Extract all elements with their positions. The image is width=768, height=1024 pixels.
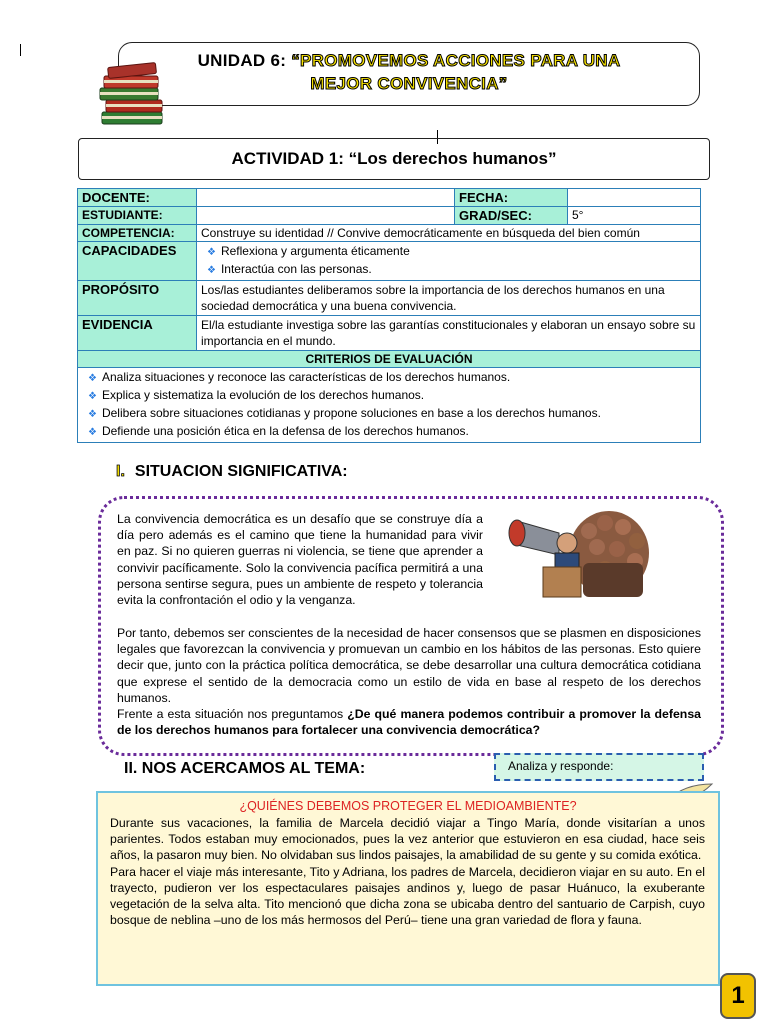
criterios-heading: CRITERIOS DE EVALUACIÓN [78, 351, 701, 368]
unit-title-line1 [119, 51, 699, 71]
evidencia-label: EVIDENCIA [78, 316, 197, 351]
unit-title-part2: MEJOR CONVIVENCIA” [310, 74, 508, 93]
criterio-item [88, 369, 696, 387]
proposito-value: Los/las estudiantes deliberamos sobre la importancia de los derechos humanos en una sociedad democrática y una buena convivencia. [197, 281, 701, 316]
diamond-bullet-icon: ❖ [88, 373, 97, 384]
competencia-value: Construye su identidad // Convive democráticamente en búsqueda del bien común [197, 225, 701, 242]
row-capacidades [78, 242, 701, 281]
diamond-bullet-icon: ❖ [88, 409, 97, 420]
proposito-label: PROPÓSITO [78, 281, 197, 316]
unit-title-part1: “PROMOVEMOS ACCIONES PARA UNA [291, 51, 621, 70]
row-competencia [78, 225, 701, 242]
capacidades-label: CAPACIDADES [78, 242, 197, 281]
story-paragraph-1: Durante sus vacaciones, la familia de Marcela decidió viajar a Tingo María, donde visitarían a unos parientes. Todos estaban muy emocionados, pues la vez anterior que estuvieron en esa ciudad, hace seis años, la pasaron muy bien. No olvidaban sus lindos paisajes, la amabilidad de su gente y su comida exótica. [110, 816, 705, 863]
fecha-label: FECHA: [455, 189, 568, 207]
activity-header [78, 138, 710, 180]
criterio-text: Defiende una posición ética en la defensa de los derechos humanos. [101, 424, 469, 438]
section1-heading [116, 463, 348, 481]
diamond-bullet-icon: ❖ [207, 265, 216, 276]
row-evidencia [78, 316, 701, 351]
situation-box [98, 496, 724, 756]
activity-info-table [77, 188, 701, 443]
row-criterios-header [78, 351, 701, 368]
story-box [96, 791, 720, 986]
row-docente [78, 189, 701, 207]
activity-title: ACTIVIDAD 1: “Los derechos humanos” [231, 149, 557, 168]
row-proposito [78, 281, 701, 316]
situation-paragraph-3 [117, 706, 701, 738]
estudiante-label: ESTUDIANTE: [78, 207, 197, 225]
analiza-label: Analiza y responde: [508, 759, 614, 773]
evidencia-value: El/la estudiante investiga sobre las garantías constitucionales y elaboran un ensayo sobre su importancia en el mundo. [197, 316, 701, 351]
docente-field[interactable] [197, 189, 455, 207]
situation-paragraph-2: Por tanto, debemos ser conscientes de la necesidad de hacer consensos que se plasmen en disposiciones legales que favorezcan la convivencia y promuevan un cambio en los hábitos de las personas. Esto quiere decir que, junto con la práctica política democrática, se debe desarrollar una cultura democrática cotidiana que exprese el sentido de la democracia como un estilo de vida en base al respeto de los derechos humanos. [117, 626, 701, 705]
section1-title: SITUACION SIGNIFICATIVA: [134, 463, 348, 480]
row-criterios [78, 368, 701, 443]
story-text [110, 815, 705, 928]
megaphone-crowd-illustration [497, 503, 653, 601]
docente-label: DOCENTE: [78, 189, 197, 207]
capacidades-value [197, 242, 701, 281]
criterio-text: Delibera sobre situaciones cotidianas y propone soluciones en base a los derechos humanos. [101, 406, 601, 420]
criterio-item [88, 405, 696, 423]
capacidad-item [207, 261, 696, 279]
criterios-list [82, 369, 696, 441]
fecha-field[interactable] [568, 189, 701, 207]
story-paragraph-2: Para hacer el viaje más interesante, Tito y Adriana, los padres de Marcela, decidieron viajar en su auto. En el trayecto, pudieron ver los espectaculares paisajes andinos y, luego de pasar Huánuco, la exuberante vegetación de la selva alta. Tito mencionó que dicha zona se ubicaba dentro del santuario de Carpish, cuyo bosque de neblina –uno de los más hermosos del Perú– tiene una gran variedad de flora y fauna. [110, 864, 705, 928]
situation-question-intro: Frente a esta situación nos preguntamos [117, 707, 348, 721]
story-title: ¿QUIÉNES DEBEMOS PROTEGER EL MEDIOAMBIENTE? [239, 799, 577, 813]
situation-question: ¿De qué manera podemos contribuir a promover la defensa de los derechos humanos para fortalecer una convivencia democrática? [117, 707, 701, 738]
gradsec-label: GRAD/SEC: [455, 207, 568, 225]
row-estudiante [78, 207, 701, 225]
unit-prefix: UNIDAD 6: [197, 51, 292, 70]
capacidad-text: Interactúa con las personas. [220, 262, 372, 276]
capacidad-item [207, 243, 696, 261]
diamond-bullet-icon: ❖ [207, 247, 216, 258]
page-number-badge: 1 [720, 973, 756, 1019]
criterio-item [88, 387, 696, 405]
analiza-box [494, 753, 704, 781]
capacidades-list [201, 243, 696, 279]
books-stack-illustration [96, 60, 170, 130]
section2-heading: II. NOS ACERCAMOS AL TEMA: [124, 760, 366, 777]
diamond-bullet-icon: ❖ [88, 391, 97, 402]
estudiante-field[interactable] [197, 207, 455, 225]
diamond-bullet-icon: ❖ [88, 427, 97, 438]
competencia-label: COMPETENCIA: [78, 225, 197, 242]
unit-title-line2 [119, 74, 699, 94]
criterio-text: Analiza situaciones y reconoce las características de los derechos humanos. [101, 370, 511, 384]
text-cursor [20, 44, 21, 56]
capacidad-text: Reflexiona y argumenta éticamente [220, 244, 410, 258]
criterio-text: Explica y sistematiza la evolución de los derechos humanos. [101, 388, 425, 402]
section1-number: I. [116, 463, 125, 480]
criterios-value [78, 368, 701, 443]
situation-paragraph-1: La convivencia democrática es un desafío que se construye día a día pero además es el camino que tiene la humanidad para vivir en paz. Si no quieren guerras ni violencia, se tiene que aprender a convivir pacíficamente. Solo la convivencia pacífica permitirá a una persona sentirse segura, pues un ambiente de respeto y tolerancia evita la confrontación el odio y la venganza. [117, 512, 483, 608]
unit-header [118, 42, 700, 106]
gradsec-value[interactable]: 5° [568, 207, 701, 225]
criterio-item [88, 423, 696, 441]
